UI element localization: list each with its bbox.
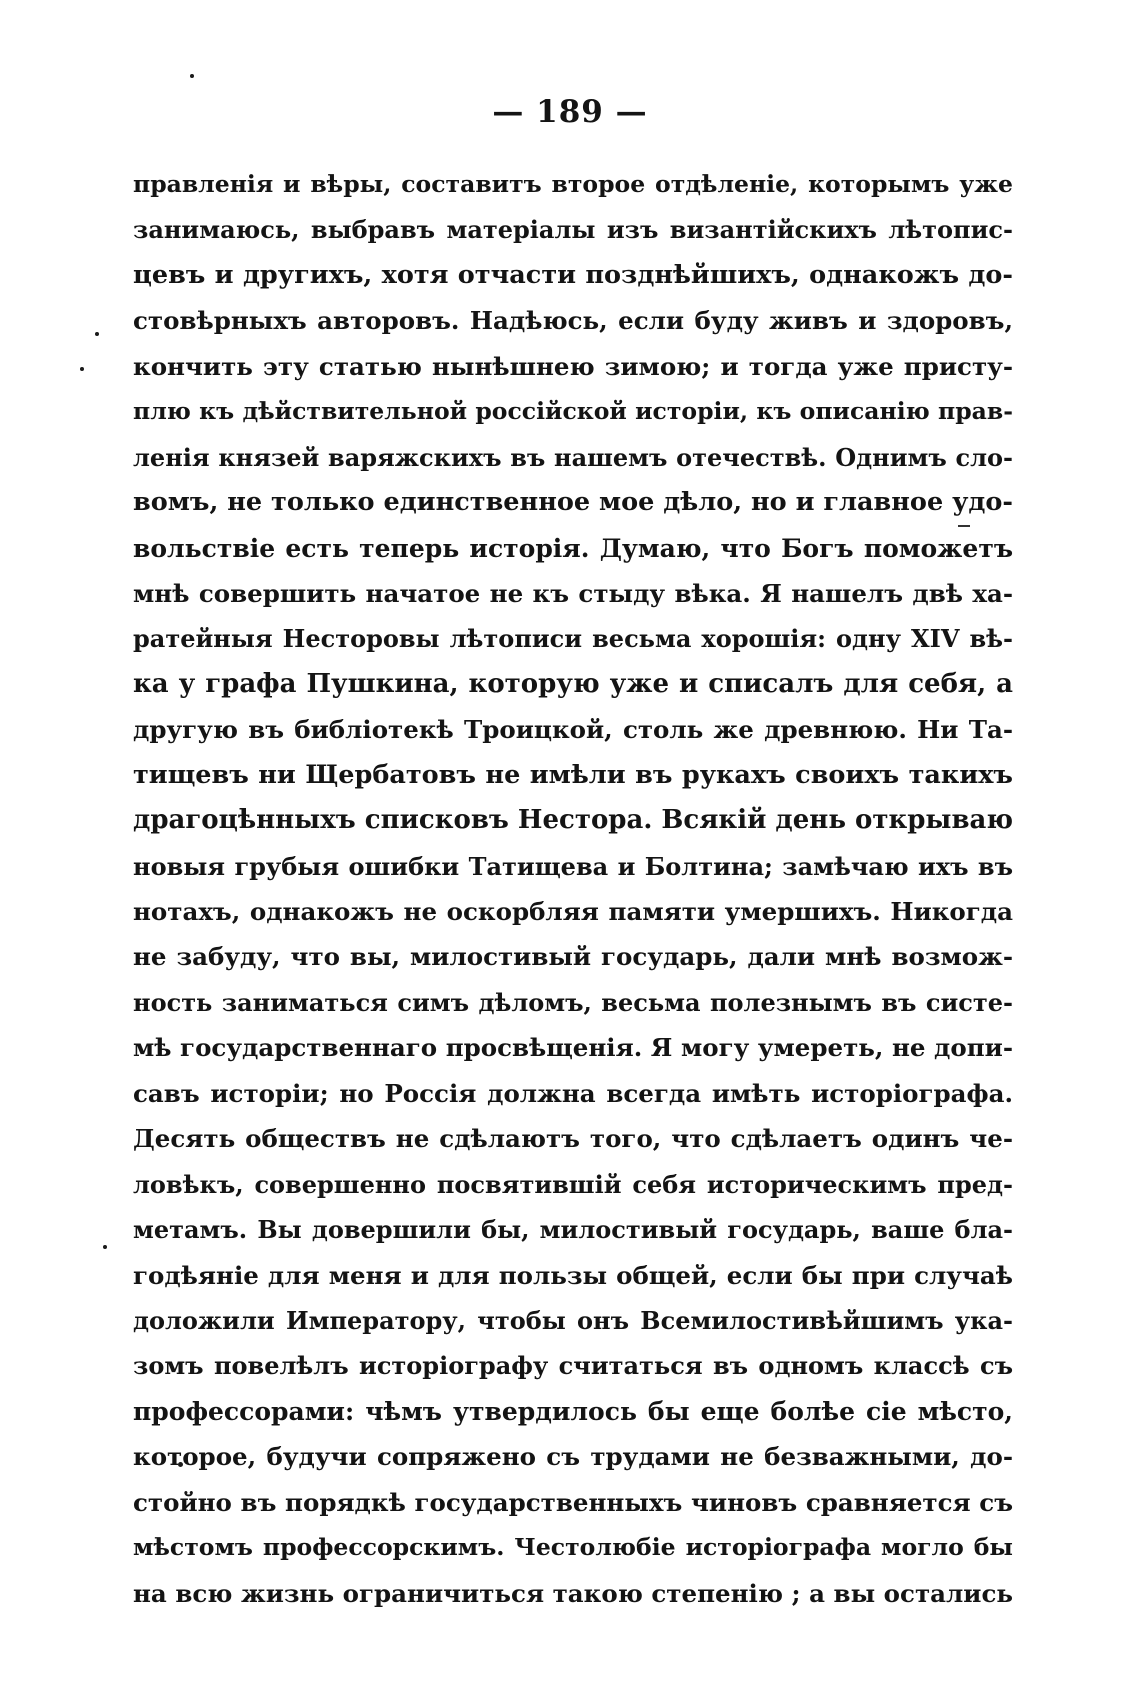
text-line: стойно въ порядкѣ государственныхъ чиновъ сравняется съ [133,1487,1013,1517]
text-line: ловѣкъ, совершенно посвятившій себя историческимъ пред- [133,1169,1013,1199]
ink-speck [103,1245,107,1249]
text-line: новыя грубыя ошибки Татищева и Болтина; замѣчаю ихъ въ [133,851,1013,881]
text-line: плю къ дѣйствительной россійской исторіи, къ описанію прав- [133,397,1013,426]
text-line: савъ исторіи; но Россія должна всегда имѣть исторіографа. [133,1078,1013,1108]
ink-speck [190,74,194,78]
text-line: другую въ библіотекѣ Троицкой, столь же древнюю. Ни Та- [133,715,1013,745]
text-line: ленія князей варяжскихъ въ нашемъ отечествѣ. Однимъ сло- [133,442,1013,472]
text-line: мѣ государственнаго просвѣщенія. Я могу умереть, не допи- [133,1033,1013,1063]
text-line: на всю жизнь ограничиться такою степенію ; а вы остались [133,1578,1013,1608]
text-line: вомъ, не только единственное мое дѣло, но и главное удо- [133,487,1013,518]
text-line: ка у графа Пушкина, которую уже и списалъ для себя, а [133,668,1013,699]
text-line: вольствіе есть теперь исторія. Думаю, что Богъ поможетъ [133,533,1013,563]
text-line: доложили Императору, чтобы онъ Всемилостивѣйшимъ ука- [133,1305,1013,1335]
body-text [133,162,1013,1616]
text-line: ратейныя Несторовы лѣтописи весьма хорошія: одну XIV вѣ- [133,624,1013,654]
text-line: метамъ. Вы довершили бы, милостивый государь, ваше бла- [133,1215,1013,1245]
page-number: — 189 — [492,94,648,130]
ink-speck [95,332,99,336]
text-line: стовѣрныхъ авторовъ. Надѣюсь, если буду живъ и здоровъ, [133,306,1013,336]
text-line: мнѣ совершить начатое не къ стыду вѣка. Я нашелъ двѣ ха- [133,578,1013,608]
text-line: годѣяніе для меня и для пользы общей, если бы при случаѣ [133,1260,1013,1290]
text-line: ность заниматься симъ дѣломъ, весьма полезнымъ въ систе- [133,987,1013,1017]
text-line: которое, будучи сопряжено съ трудами не безважными, до- [133,1442,1013,1472]
text-line: Десять обществъ не сдѣлаютъ того, что сдѣлаетъ одинъ че- [133,1124,1013,1154]
ink-speck [80,367,84,371]
text-line: нотахъ, однакожъ не оскорбляя памяти умершихъ. Никогда [133,897,1013,926]
text-line: тищевъ ни Щербатовъ не имѣли въ рукахъ своихъ такихъ [133,759,1013,790]
text-line: правленія и вѣры, составитъ второе отдѣленіе, которымъ уже [133,170,1013,198]
text-line: зомъ повелѣлъ исторіографу считаться въ одномъ классѣ съ [133,1351,1013,1381]
text-line: драгоцѣнныхъ списковъ Нестора. Всякій день открываю [133,805,1013,836]
text-line: мѣстомъ профессорскимъ. Честолюбіе исторіографа могло бы [133,1533,1013,1562]
text-line: кончить эту статью нынѣшнею зимою; и тогда уже присту- [133,351,1013,381]
text-line: занимаюсь, выбравъ матеріалы изъ византійскихъ лѣтопис- [133,215,1013,245]
text-line: цевъ и другихъ, хотя отчасти позднѣйшихъ, однакожъ до- [133,259,1013,290]
text-line: не забуду, что вы, милостивый государь, дали мнѣ возмож- [133,942,1013,972]
text-line: профессорами: чѣмъ утвердилось бы еще болѣе сіе мѣсто, [133,1396,1013,1426]
